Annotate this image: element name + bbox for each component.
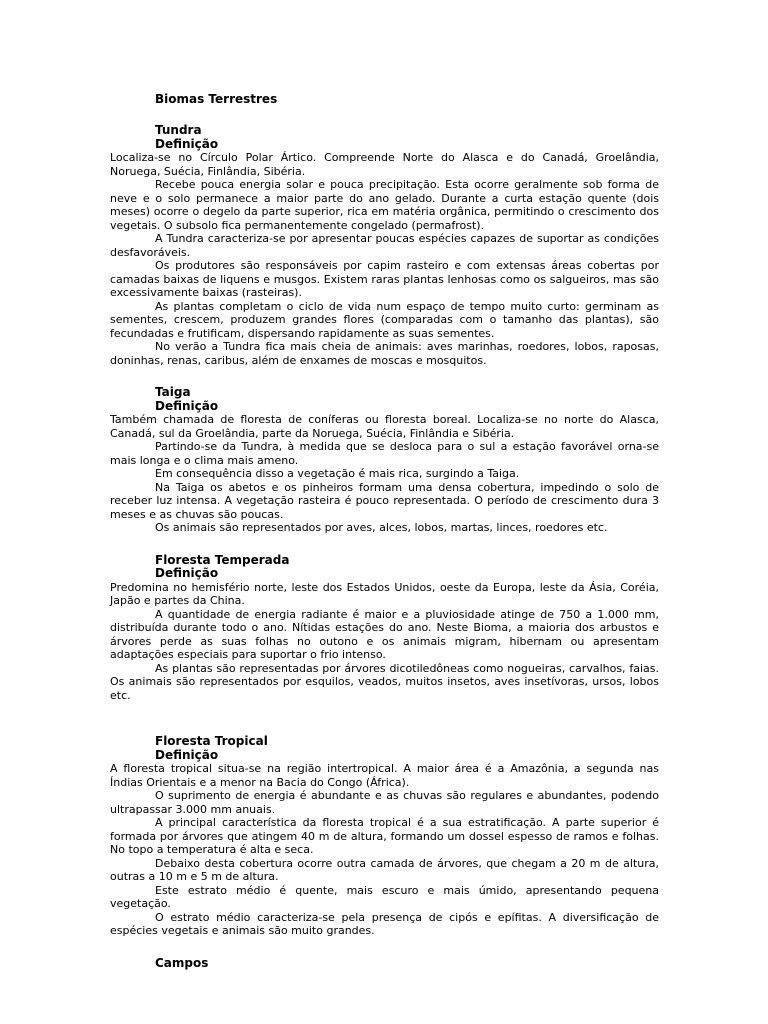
paragraph: As plantas completam o ciclo de vida num espaço de tempo muito curto: germinam as sementes, crescem, produzem grandes flores (comparadas com o tamanho das plantas), são fecundadas e frutificam, dispersando rapidamente as suas sementes. <box>110 299 659 340</box>
paragraph: A floresta tropical situa-se na região intertropical. A maior área é a Amazônia, a segunda nas Índias Orientais e a menor na Bacia do Congo (África). <box>110 762 659 789</box>
paragraph: O estrato médio caracteriza-se pela presença de cipós e epífitas. A diversificação de espécies vegetais e animais são muito grandes. <box>110 910 659 937</box>
paragraph: O suprimento de energia é abundante e as chuvas são regulares e abundantes, podendo ultrapassar 3.000 mm anuais. <box>110 789 659 816</box>
paragraph: Localiza-se no Círculo Polar Ártico. Compreende Norte do Alasca e do Canadá, Groelândia, Noruega, Suécia, Finlândia, Sibéria. <box>110 151 659 178</box>
section-heading: Tundra <box>155 123 202 137</box>
paragraph: Na Taiga os abetos e os pinheiros formam uma densa cobertura, impedindo o solo de receber luz intensa. A vegetação rasteira é pouco representada. O período de crescimento dura 3 meses e as chuvas são poucas. <box>110 480 659 521</box>
section-taiga <box>110 386 659 535</box>
section-floresta-temperada <box>110 554 659 703</box>
paragraph: Predomina no hemisfério norte, leste dos Estados Unidos, oeste da Europa, leste da Ásia, Coréia, Japão e partes da China. <box>110 580 659 607</box>
section-subheading: Definição <box>155 747 219 762</box>
paragraph: As plantas são representadas por árvores dicotiledôneas como nogueiras, carvalhos, faias. Os animais são representados por esquilos, veados, muitos insetos, aves insetívoras, ursos, lobos etc. <box>110 661 659 702</box>
paragraph: No verão a Tundra fica mais cheia de animais: aves marinhas, roedores, lobos, raposas, doninhas, renas, caribus, além de enxames de moscas e mosquitos. <box>110 340 659 367</box>
section-heading: Campos <box>155 955 209 970</box>
paragraph: Os produtores são responsáveis por capim rasteiro e com extensas áreas cobertas por camadas baixas de liquens e musgos. Existem raras plantas lenhosas como os salgueiros, mas são excessivamente baixas (rasteiras). <box>110 259 659 299</box>
section-heading: Taiga <box>155 385 191 399</box>
paragraph: Partindo-se da Tundra, à medida que se desloca para o sul a estação favorável orna-se mais longa e o clima mais ameno. <box>110 440 659 467</box>
paragraph: Recebe pouca energia solar e pouca precipitação. Esta ocorre geralmente sob forma de neve e o solo permanece a maior parte do ano gelado. Durante a curta estação quente (dois meses) ocorre o degelo da parte superior, rica em matéria orgânica, permitindo o crescimento dos vegetais. O subsolo fica permanentemente congelado (permafrost). <box>110 178 659 232</box>
paragraph: Também chamada de floresta de coníferas ou floresta boreal. Localiza-se no norte do Alasca, Canadá, sul da Groelândia, parte da Noruega, Suécia, Finlândia e Sibéria. <box>110 413 659 440</box>
section-subheading: Definição <box>155 398 219 413</box>
document-title: Biomas Terrestres <box>155 92 278 106</box>
paragraph: A quantidade de energia radiante é maior e a pluviosidade atinge de 750 a 1.000 mm, distribuída durante todo o ano. Nítidas estações do ano. Neste Bioma, a maioria dos arbustos e árvores perde as suas folhas no outono e os animais migram, hibernam ou apresentam adaptações especiais para suportar o frio intenso. <box>110 607 659 661</box>
paragraph: A Tundra caracteriza-se por apresentar poucas espécies capazes de suportar as condições desfavoráveis. <box>110 232 659 259</box>
document-page <box>110 92 659 989</box>
section-subheading: Definição <box>155 136 219 151</box>
paragraph: Debaixo desta cobertura ocorre outra camada de árvores, que chegam a 20 m de altura, outras a 10 m e 5 m de altura. <box>110 856 659 883</box>
paragraph: A principal característica da floresta tropical é a sua estratificação. A parte superior é formada por árvores que atingem 40 m de altura, formando um dossel espesso de ramos e folhas. No topo a temperatura é alta e seca. <box>110 816 659 856</box>
section-heading: Floresta Tropical <box>155 734 268 748</box>
section-floresta-tropical <box>110 735 659 938</box>
section-subheading: Definição <box>155 566 219 580</box>
paragraph: Os animais são representados por aves, alces, lobos, martas, linces, roedores etc. <box>155 521 608 534</box>
paragraph: Em consequência disso a vegetação é mais rica, surgindo a Taiga. <box>155 467 520 480</box>
paragraph: Este estrato médio é quente, mais escuro e mais úmido, apresentando pequena vegetação. <box>110 883 659 910</box>
section-heading: Floresta Temperada <box>155 552 290 567</box>
section-campos <box>110 957 659 971</box>
section-tundra <box>110 124 659 367</box>
